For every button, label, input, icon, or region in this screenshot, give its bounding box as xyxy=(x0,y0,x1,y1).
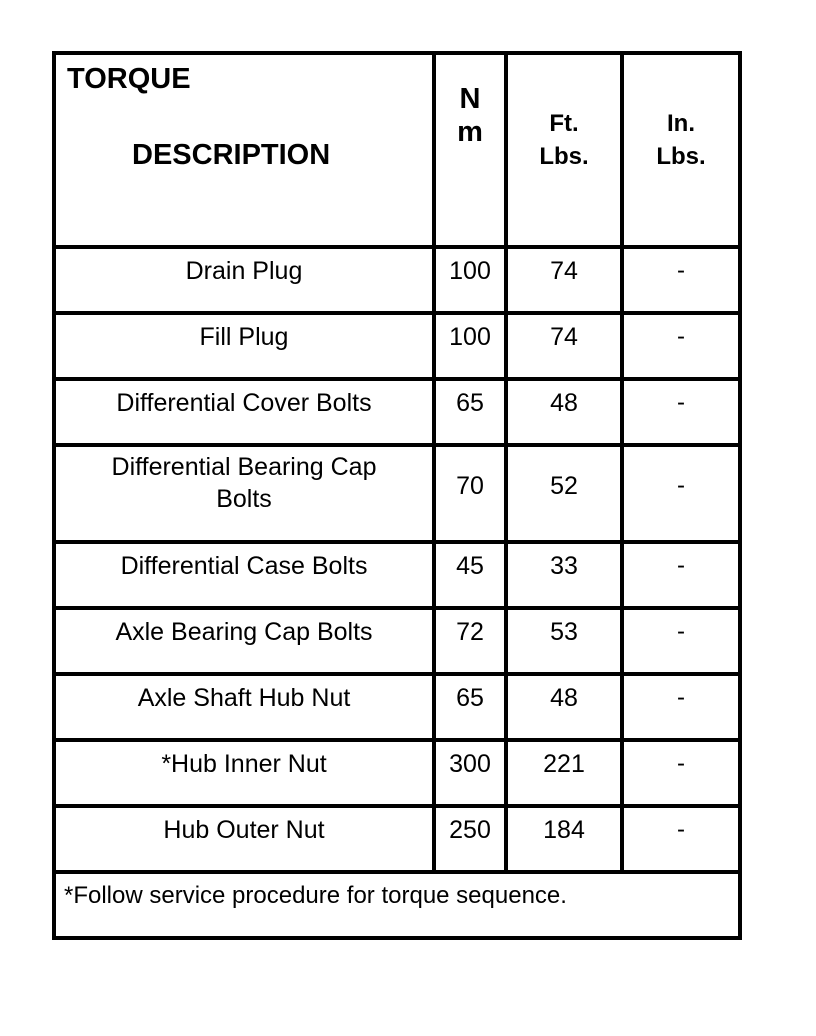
row-in-lbs-text: - xyxy=(677,618,685,645)
row-nm xyxy=(434,674,506,740)
row-description-line2: Bolts xyxy=(216,485,272,513)
row-nm xyxy=(434,445,506,542)
row-ft-lbs xyxy=(506,542,622,608)
table-row xyxy=(54,740,740,806)
row-in-lbs xyxy=(622,247,740,313)
row-nm-text: 65 xyxy=(456,389,484,417)
footnote-row xyxy=(54,872,740,938)
header-ft-lbs-line1: Ft. xyxy=(549,110,579,137)
row-ft-lbs-text: 184 xyxy=(543,816,585,844)
row-ft-lbs-text: 221 xyxy=(543,750,585,778)
row-ft-lbs-text: 74 xyxy=(550,323,578,351)
row-description xyxy=(54,542,434,608)
row-ft-lbs-text: 33 xyxy=(550,552,578,580)
row-ft-lbs-text: 53 xyxy=(550,618,578,646)
row-in-lbs-text: - xyxy=(677,750,685,777)
row-nm xyxy=(434,542,506,608)
row-in-lbs xyxy=(622,313,740,379)
table-row xyxy=(54,608,740,674)
footnote-text: *Follow service procedure for torque sequence. xyxy=(64,882,567,909)
table-row xyxy=(54,674,740,740)
header-description-label: DESCRIPTION xyxy=(132,139,331,171)
row-nm-text: 100 xyxy=(449,257,491,285)
row-nm xyxy=(434,608,506,674)
row-ft-lbs-text: 52 xyxy=(550,472,578,500)
row-nm-text: 70 xyxy=(456,472,484,500)
row-description xyxy=(54,608,434,674)
row-in-lbs xyxy=(622,542,740,608)
row-description-text: Differential Cover Bolts xyxy=(116,389,372,417)
table-row xyxy=(54,806,740,872)
row-ft-lbs xyxy=(506,674,622,740)
row-nm-text: 250 xyxy=(449,816,491,844)
row-in-lbs-text: - xyxy=(677,389,685,416)
header-torque-label: TORQUE xyxy=(67,63,191,95)
row-in-lbs-text: - xyxy=(677,323,685,350)
row-ft-lbs xyxy=(506,740,622,806)
header-ft-lbs-line2: Lbs. xyxy=(539,143,589,170)
row-in-lbs xyxy=(622,806,740,872)
row-nm xyxy=(434,740,506,806)
row-description xyxy=(54,806,434,872)
row-in-lbs-text: - xyxy=(677,472,685,499)
header-nm-line2: m xyxy=(457,116,483,148)
table-row xyxy=(54,445,740,542)
row-in-lbs-text: - xyxy=(677,257,685,284)
row-ft-lbs-text: 48 xyxy=(550,684,578,712)
footnote xyxy=(54,872,740,938)
header-in-lbs-line1: In. xyxy=(667,110,695,137)
row-description-text: *Hub Inner Nut xyxy=(161,750,327,778)
row-in-lbs-text: - xyxy=(677,552,685,579)
row-in-lbs xyxy=(622,608,740,674)
row-description-text: Differential Case Bolts xyxy=(120,552,368,580)
table-row xyxy=(54,542,740,608)
row-in-lbs xyxy=(622,674,740,740)
row-description-text: Hub Outer Nut xyxy=(163,816,325,844)
header-in-lbs xyxy=(622,53,740,247)
row-description xyxy=(54,379,434,445)
row-nm xyxy=(434,247,506,313)
row-description-line1: Differential Bearing Cap xyxy=(111,453,377,481)
row-ft-lbs xyxy=(506,247,622,313)
row-description xyxy=(54,674,434,740)
table-row xyxy=(54,247,740,313)
row-nm xyxy=(434,313,506,379)
header-ft-lbs xyxy=(506,53,622,247)
row-description-text: Axle Shaft Hub Nut xyxy=(137,684,351,712)
header-nm xyxy=(434,53,506,247)
row-ft-lbs xyxy=(506,379,622,445)
header-nm-line1: N xyxy=(459,83,481,115)
row-ft-lbs xyxy=(506,313,622,379)
row-in-lbs xyxy=(622,445,740,542)
row-ft-lbs-text: 74 xyxy=(550,257,578,285)
row-nm-text: 45 xyxy=(456,552,484,580)
row-description-text: Drain Plug xyxy=(185,257,303,285)
row-in-lbs-text: - xyxy=(677,816,685,843)
header-description xyxy=(54,53,434,247)
row-description xyxy=(54,445,434,542)
row-nm-text: 65 xyxy=(456,684,484,712)
row-ft-lbs xyxy=(506,608,622,674)
row-nm xyxy=(434,379,506,445)
header-row xyxy=(54,53,740,247)
row-in-lbs-text: - xyxy=(677,684,685,711)
row-in-lbs xyxy=(622,379,740,445)
row-description-text: Axle Bearing Cap Bolts xyxy=(115,618,373,646)
row-description xyxy=(54,740,434,806)
table-row xyxy=(54,379,740,445)
torque-specification-table xyxy=(52,51,742,940)
row-description-text: Fill Plug xyxy=(199,323,289,351)
row-ft-lbs-text: 48 xyxy=(550,389,578,417)
table-row xyxy=(54,313,740,379)
row-description xyxy=(54,313,434,379)
row-nm xyxy=(434,806,506,872)
row-nm-text: 72 xyxy=(456,618,484,646)
row-nm-text: 100 xyxy=(449,323,491,351)
row-description xyxy=(54,247,434,313)
row-nm-text: 300 xyxy=(449,750,491,778)
row-in-lbs xyxy=(622,740,740,806)
header-in-lbs-line2: Lbs. xyxy=(656,143,706,170)
row-ft-lbs xyxy=(506,806,622,872)
row-ft-lbs xyxy=(506,445,622,542)
